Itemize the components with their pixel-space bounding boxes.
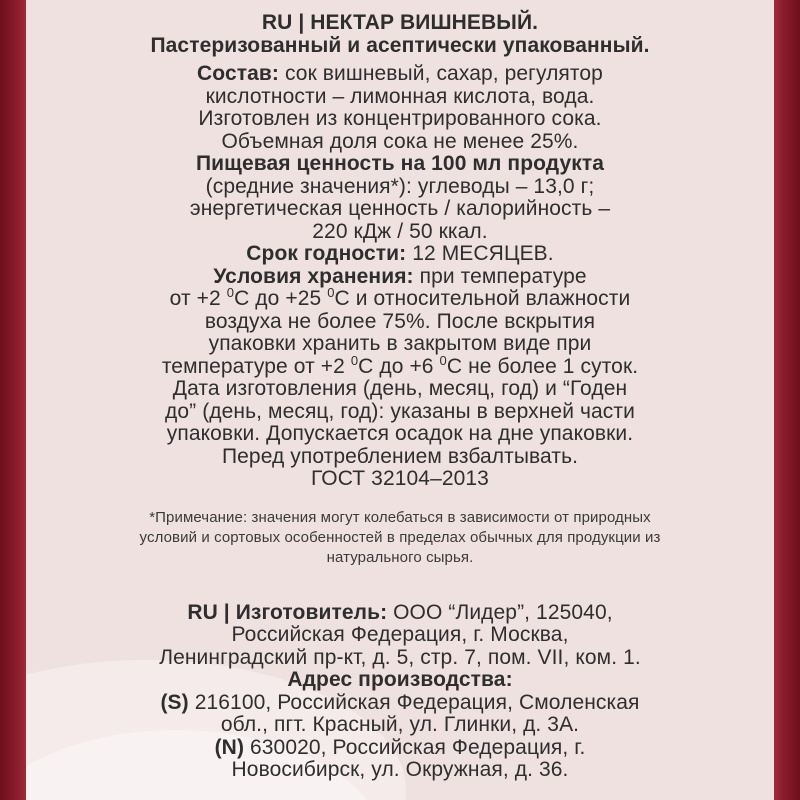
production-s-line-2: обл., пгт. Красный, ул. Глинки, д. 3А.	[220, 713, 580, 736]
manufacturer-line-3: Ленинградский пр-кт, д. 5, стр. 7, пом. VII, ком. 1.	[159, 645, 641, 669]
juice-share-line: Объемная доля сока не менее 25%.	[221, 129, 579, 153]
storage-line-5: температуре от +2 $^0$С до +6 $^0$С не более 1 суток.	[161, 352, 639, 378]
shake-line: Перед употреблением взбалтывать.	[221, 444, 579, 468]
concentrate-line: Изготовлен из концентрированного сока.	[198, 107, 602, 130]
nutrition-line-2: энергетическая ценность / калорийность –	[189, 197, 611, 220]
production-s-line-1: (S) 216100, Российская Федерация, Смоленская	[160, 690, 640, 714]
storage-line-1: Условия хранения: при температуре	[213, 264, 587, 288]
production-n-line-2: Новосибирск, ул. Окружная, д. 36.	[231, 758, 569, 781]
manufacturer-line-2: Российская Федерация, г. Москва,	[231, 623, 569, 646]
storage-line-3: воздуха не более 75%. После вскрытия	[204, 309, 596, 333]
subtitle-line: Пастеризованный и асептически упакованный.	[150, 33, 650, 57]
gost-line: ГОСТ 32104–2013	[311, 467, 489, 490]
date-line-1: Дата изготовления (день, месяц, год) и “Годен	[172, 377, 628, 400]
composition-line-1: Состав: сок вишневый, сахар, регулятор	[197, 62, 603, 85]
production-n-line-1: (N) 630020, Российская Федерация, г.	[214, 735, 586, 759]
storage-line-4: упаковки хранить в закрытом виде при	[208, 332, 592, 355]
right-color-band	[774, 0, 800, 800]
product-title: НЕКТАР ВИШНЕВЫЙ.	[310, 11, 539, 34]
label-text	[26, 0, 774, 782]
note-line-3: натурального сырья.	[326, 548, 474, 566]
note-line-2: условий и сортовых особенностей в пределах обычных для продукции из	[139, 528, 661, 546]
nutrition-line-1: (средние значения*): углеводы – 13,0 г;	[205, 174, 595, 198]
label-panel	[26, 0, 774, 800]
production-heading: Адрес производства:	[287, 668, 513, 691]
date-line-2: до” (день, месяц, год): указаны в верхней части	[165, 399, 635, 423]
title-line: RU | НЕКТАР ВИШНЕВЫЙ.	[261, 11, 539, 34]
storage-line-2: от +2 $^0$С до +25 $^0$С и относительной влажности	[169, 285, 631, 310]
manufacturer-line-1: RU | Изготовитель: ООО “Лидер”, 125040,	[187, 600, 613, 624]
shelf-life-line: Срок годности: 12 МЕСЯЦЕВ.	[246, 242, 554, 265]
note-line-1: *Примечание: значения могут колебаться в зависимости от природных	[149, 508, 651, 526]
composition-line-2: кислотности – лимонная кислота, вода.	[205, 84, 595, 108]
nutrition-line-3: 220 кДж / 50 ккал.	[312, 219, 488, 243]
nutrition-heading: Пищевая ценность на 100 мл продукта	[195, 152, 605, 175]
left-color-band	[0, 0, 26, 800]
date-line-3: упаковки. Допускается осадок на дне упаковки.	[166, 422, 634, 445]
